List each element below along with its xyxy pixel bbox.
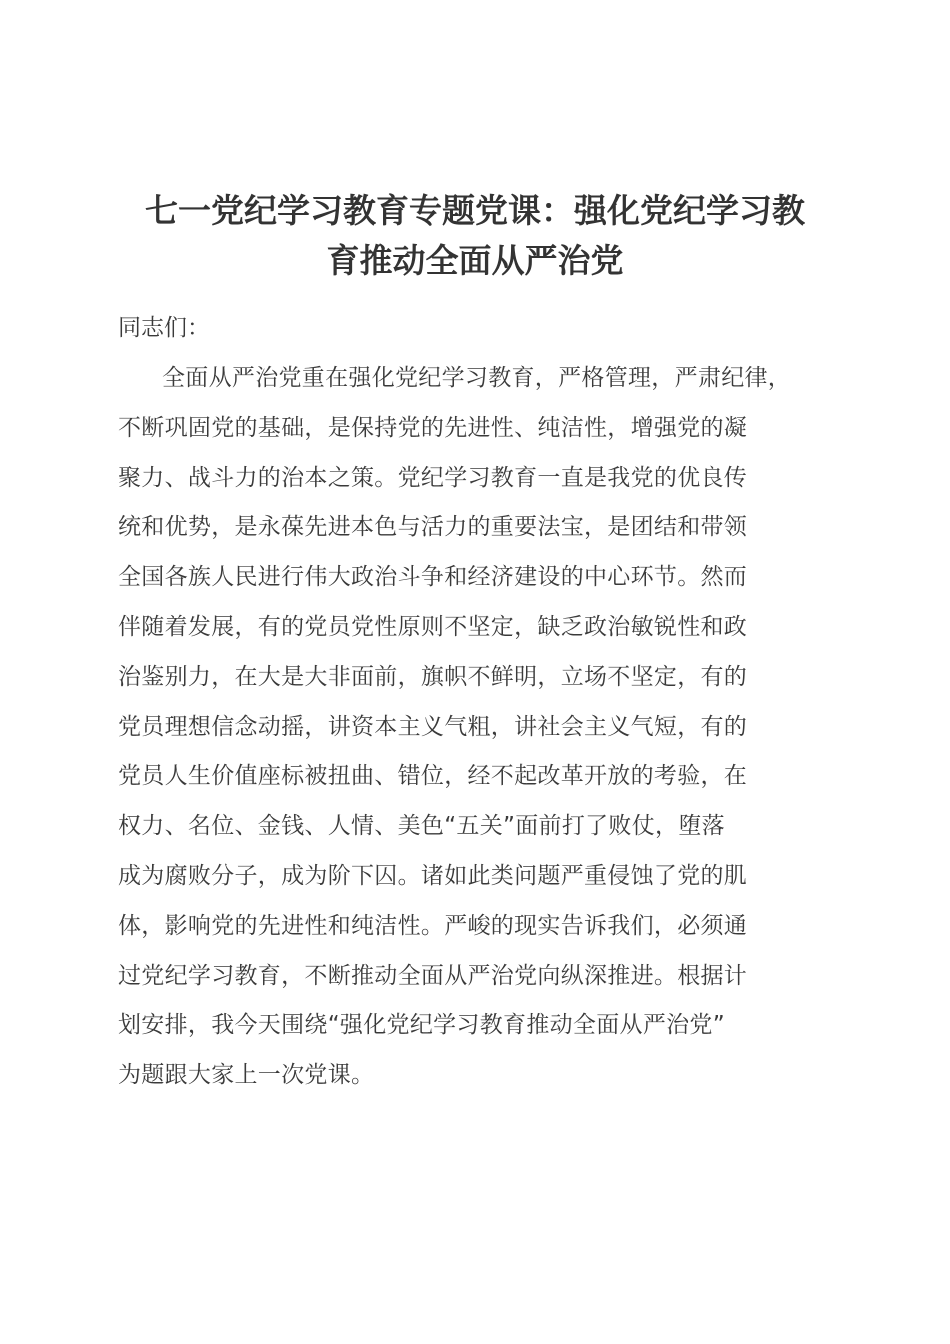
paragraph-line: 不断巩固党的基础，是保持党的先进性、纯洁性，增强党的凝 (118, 414, 748, 441)
paragraph-line: 划安排，我今天围绕“强化党纪学习教育推动全面从严治党” (118, 1012, 725, 1039)
paragraph-line: 伴随着发展，有的党员党性原则不坚定，缺乏政治敏锐性和政 (118, 613, 748, 640)
paragraph-line: 成为腐败分子，成为阶下囚。诸如此类问题严重侵蚀了党的肌 (118, 862, 748, 889)
title-line: 育推动全面从严治党 (326, 241, 624, 280)
paragraph-line: 权力、名位、金钱、人情、美色“五关”面前打了败仗，堕落 (118, 813, 725, 840)
paragraph-line: 党员理想信念动摇，讲资本主义气粗，讲社会主义气短，有的 (118, 713, 748, 740)
paragraph-line: 全面从严治党重在强化党纪学习教育，严格管理，严肃纪律， (162, 365, 792, 391)
body-paragraph (118, 358, 858, 1105)
greeting: 同志们： (118, 315, 210, 341)
title-line: 七一党纪学习教育专题党课：强化党纪学习教 (145, 191, 805, 230)
paragraph-line: 过党纪学习教育，不断推动全面从严治党向纵深推进。根据计 (118, 962, 748, 989)
paragraph-line: 为题跟大家上一次党课。 (118, 1062, 375, 1089)
paragraph-line: 统和优势，是永葆先进本色与活力的重要法宝，是团结和带领 (118, 514, 748, 541)
paragraph-line: 体，影响党的先进性和纯洁性。严峻的现实告诉我们，必须通 (118, 912, 748, 939)
paragraph-line: 治鉴别力，在大是大非面前，旗帜不鲜明，立场不坚定，有的 (118, 663, 748, 690)
paragraph-line: 党员人生价值座标被扭曲、错位，经不起改革开放的考验，在 (118, 763, 748, 790)
paragraph-line: 聚力、战斗力的治本之策。党纪学习教育一直是我党的优良传 (118, 464, 748, 491)
document-title (100, 186, 850, 286)
paragraph-line: 全国各族人民进行伟大政治斗争和经济建设的中心环节。然而 (118, 564, 748, 591)
